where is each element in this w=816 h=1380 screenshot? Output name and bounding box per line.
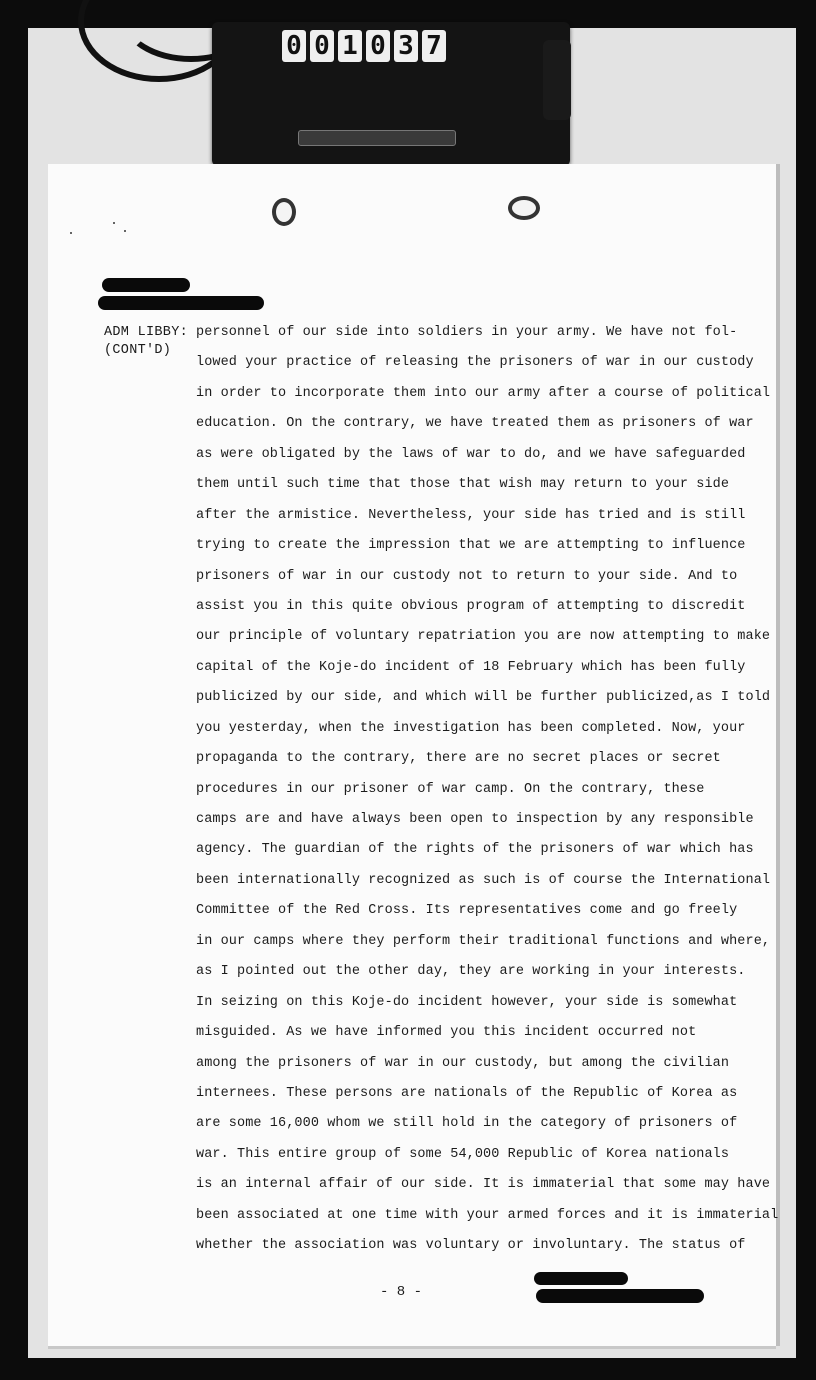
counter-digit: 0 [310, 30, 334, 62]
document-body [196, 318, 779, 1262]
text-line: propaganda to the contrary, there are no secret places or secret [196, 751, 721, 767]
speaker-continued: (CONT'D) [104, 343, 172, 358]
text-line: been internationally recognized as such is of course the International [196, 872, 771, 888]
counter-digit: 3 [394, 30, 418, 62]
text-line: them until such time that those that wish may return to your side [196, 477, 730, 493]
text-line: prisoners of war in our custody not to return to your side. And to [196, 568, 738, 584]
counter-label-plate [298, 130, 456, 146]
text-line: among the prisoners of war in our custody, but among the civilian [196, 1055, 730, 1071]
speck [70, 232, 72, 234]
page-number: - 8 - [380, 1284, 423, 1300]
text-line: in our camps where they perform their traditional functions and where, [196, 933, 771, 949]
text-line: is an internal affair of our side. It is immaterial that some may have [196, 1177, 771, 1193]
text-line: Committee of the Red Cross. Its representatives come and go freely [196, 903, 738, 919]
text-line: after the armistice. Nevertheless, your side has tried and is still [196, 507, 746, 523]
counter-digit: 0 [366, 30, 390, 62]
speck [124, 230, 126, 232]
text-line: personnel of our side into soldiers in your army. We have not fol- [196, 325, 738, 340]
text-line: assist you in this quite obvious program of attempting to discredit [196, 598, 746, 614]
text-line: In seizing on this Koje-do incident however, your side is somewhat [196, 994, 738, 1010]
punch-hole-left [272, 198, 296, 226]
text-line: misguided. As we have informed you this incident occurred not [196, 1025, 697, 1041]
text-line: publicized by our side, and which will be further publicized,as I told [196, 690, 771, 706]
speck [113, 222, 115, 224]
counter-digit: 7 [422, 30, 446, 62]
speaker-label [104, 324, 194, 360]
text-line: procedures in our prisoner of war camp. On the contrary, these [196, 781, 705, 797]
counter-digit: 1 [338, 30, 362, 62]
text-line: war. This entire group of some 54,000 Republic of Korea nationals [196, 1146, 730, 1162]
text-line: you yesterday, when the investigation has been completed. Now, your [196, 720, 746, 736]
redaction-bar-top-2 [98, 296, 264, 310]
text-line: in order to incorporate them into our army after a course of political [196, 385, 771, 401]
text-line: internees. These persons are nationals of the Republic of Korea as [196, 1085, 738, 1101]
text-line: agency. The guardian of the rights of the prisoners of war which has [196, 842, 754, 858]
redaction-bar-top-1 [102, 278, 190, 292]
text-line: capital of the Koje-do incident of 18 February which has been fully [196, 659, 746, 675]
text-line: camps are and have always been open to inspection by any responsible [196, 812, 754, 827]
punch-hole-right [508, 196, 540, 220]
counter-knob [543, 40, 571, 120]
text-line: our principle of voluntary repatriation you are now attempting to make [196, 629, 771, 645]
text-line: as I pointed out the other day, they are working in your interests. [196, 964, 746, 980]
text-line: whether the association was voluntary or involuntary. The status of [196, 1238, 746, 1254]
text-line: trying to create the impression that we are attempting to influence [196, 538, 746, 554]
text-line: education. On the contrary, we have treated them as prisoners of war [196, 416, 754, 432]
redaction-bar-bottom-1 [534, 1272, 628, 1285]
text-line: as were obligated by the laws of war to do, and we have safeguarded [196, 446, 746, 462]
counter-digit: 0 [282, 30, 306, 62]
speaker-name: ADM LIBBY: [104, 325, 189, 340]
text-line: are some 16,000 whom we still hold in the category of prisoners of [196, 1116, 738, 1132]
text-line: been associated at one time with your armed forces and it is immaterial [196, 1207, 779, 1223]
frame-counter-digits [282, 30, 446, 64]
text-line: lowed your practice of releasing the prisoners of war in our custody [196, 355, 754, 371]
redaction-bar-bottom-2 [536, 1289, 704, 1303]
